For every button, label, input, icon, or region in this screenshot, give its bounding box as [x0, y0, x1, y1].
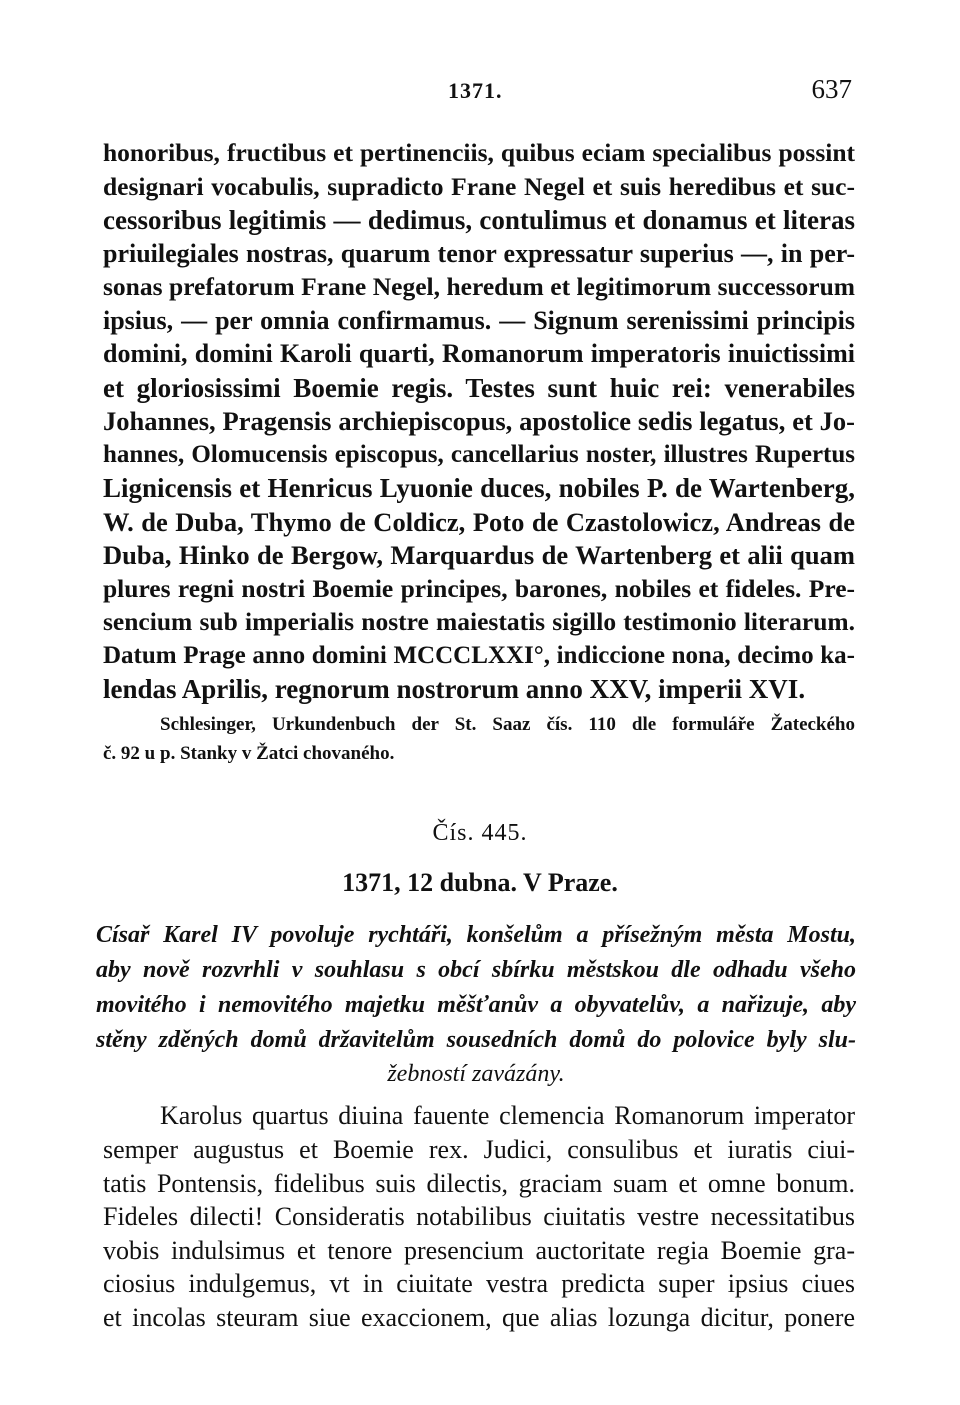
regest-line: aby nově rozvrhli v souhlasu s obcí sbírku městskou dle odhadu všeho	[96, 957, 856, 983]
text-line: W. de Duba, Thymo de Coldicz, Poto de Czastolowicz, Andreas de	[103, 507, 855, 537]
text-line: plures regni nostri Boemie principes, barones, nobiles et fideles. Pre-	[103, 574, 855, 603]
text-line: et incolas steuram siue exaccionem, que alias lozunga dicitur, ponere	[103, 1303, 855, 1332]
text-line: Lignicensis et Henricus Lyuonie duces, nobiles P. de Wartenberg,	[103, 473, 855, 503]
regest-line: stěny zděných domů državitelům sousedních domů do polovice byly slu-	[96, 1027, 856, 1053]
text-line: et gloriosissimi Boemie regis. Testes sunt huic rei: venerabiles	[103, 373, 855, 403]
text-line: sencium sub imperialis nostre maiestatis sigillo testimonio literarum.	[103, 607, 855, 636]
text-line: Duba, Hinko de Bergow, Marquardus de Wartenberg et alii quam	[103, 540, 855, 570]
document-date-place: 1371, 12 dubna. V Praze.	[342, 868, 618, 897]
page-number: 637	[811, 74, 852, 104]
text-line: cessoribus legitimis — dedimus, contulimus et donamus et literas	[103, 205, 855, 235]
text-line: designari vocabulis, supradicto Frane Negel et suis heredibus et suc-	[103, 172, 855, 201]
text-line: ciosius indulgemus, vt in ciuitate vestra predicta super ipsius ciues	[103, 1269, 855, 1298]
text-line: Johannes, Pragensis archiepiscopus, apostolice sedis legatus, et Jo-	[103, 406, 855, 436]
note-line: č. 92 u p. Stanky v Žatci chovaného.	[103, 743, 395, 764]
running-head-year: 1371.	[448, 78, 503, 103]
document-number: Čís. 445.	[432, 820, 528, 846]
text-line: sonas prefatorum Frane Negel, heredum et legitimorum successorum	[103, 272, 855, 301]
text-line: priuilegiales nostras, quarum tenor expressatur superius —, in per-	[103, 239, 855, 268]
text-line: semper augustus et Boemie rex. Judici, consulibus et iuratis ciui-	[103, 1135, 855, 1164]
page-header	[0, 74, 960, 108]
text-line: honoribus, fructibus et pertinenciis, quibus eciam specialibus possint	[103, 138, 855, 167]
text-line: vobis indulsimus et tenore presencium auctoritate regia Boemie gra-	[103, 1236, 855, 1265]
text-line: domini, domini Karoli quarti, Romanorum imperatoris inuictissimi	[103, 339, 855, 368]
regest-line: žebností zavázány.	[387, 1061, 565, 1087]
text-line: tatis Pontensis, fidelibus suis dilectis, graciam suam et omne bonum.	[103, 1169, 855, 1198]
text-line: Fideles dilecti! Consideratis notabilibus ciuitatis vestre necessitatibus	[103, 1202, 855, 1231]
regest-line: movitého i nemovitého majetku měšťanův a obyvatelův, a nařizuje, aby	[96, 992, 856, 1018]
text-line: hannes, Olomucensis episcopus, cancellarius noster, illustres Rupertus	[103, 441, 855, 468]
text-line: ipsius, — per omnia confirmamus. — Signum serenissimi principis	[103, 306, 855, 335]
text-line: Karolus quartus diuina fauente clemencia Romanorum imperator	[160, 1101, 855, 1130]
text-line: lendas Aprilis, regnorum nostrorum anno XXV, imperii XVI.	[103, 674, 806, 704]
note-line: Schlesinger, Urkundenbuch der St. Saaz čís. 110 dle formuláře Žateckého	[160, 714, 855, 735]
regest-line: Císař Karel IV povoluje rychtáři, konšelům a přísežným města Mostu,	[96, 922, 856, 948]
text-line: Datum Prage anno domini MCCCLXXI°, indiccione nona, decimo ka-	[103, 642, 855, 669]
